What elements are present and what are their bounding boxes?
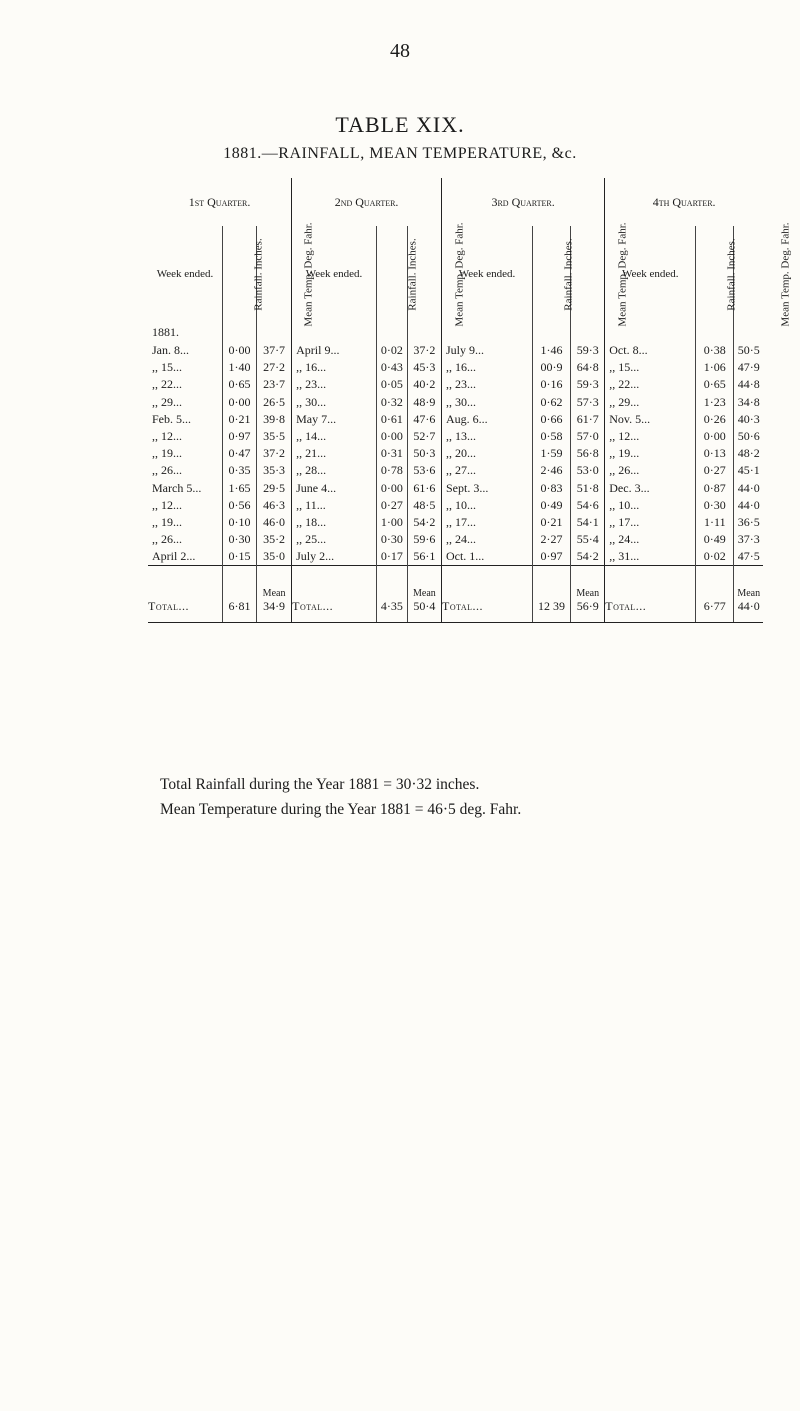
mean-temp-cell: 35·0 [257,548,292,566]
table-row [148,445,763,462]
week-ended-cell: ,, 21... [292,445,377,462]
rainfall-cell: 0·02 [696,548,734,566]
mean-temp-cell: 48·9 [407,394,441,411]
rainfall-cell: 0·66 [532,411,570,428]
week-ended-cell: ,, 27... [441,462,532,479]
rainfall-cell: 0·00 [376,428,407,445]
rainfall-cell: 0·00 [222,394,256,411]
week-ended-cell: ,, 12... [605,428,696,445]
week-ended-cell: ,, 17... [441,514,532,531]
table-row [148,342,763,359]
rainfall-cell: 2·46 [532,462,570,479]
mean-temp-cell: 59·3 [571,376,605,393]
rainfall-cell: 0·38 [696,342,734,359]
mean-temp-cell: 34·8 [734,394,763,411]
mean-temp-cell: 54·2 [571,548,605,566]
rainfall-cell: 0·78 [376,462,407,479]
total-label-text: Total... [148,599,190,614]
quarter-header-row [148,178,763,226]
rainfall-cell: 0·87 [696,480,734,497]
empty-cell [257,322,292,342]
mean-temp-cell: 26·5 [257,394,292,411]
week-ended-cell: ,, 18... [292,514,377,531]
rainfall-cell: 0·43 [376,359,407,376]
mean-temp-cell: 37·2 [407,342,441,359]
table-subtitle: 1881.—RAINFALL, MEAN TEMPERATURE, &c. [223,145,577,162]
mean-temp-header-text: Mean Temp. Deg. Fahr. [616,222,629,327]
week-ended-cell: ,, 10... [441,497,532,514]
mean-temp-cell: 54·6 [571,497,605,514]
mean-temp-cell: 48·5 [407,497,441,514]
rainfall-cell: 0·27 [696,462,734,479]
total-label-text: Total... [441,599,484,614]
page-number: 48 [390,40,410,62]
total-label [605,566,696,623]
rainfall-cell: 0·21 [532,514,570,531]
rainfall-cell: 1·65 [222,480,256,497]
rainfall-cell: 1·00 [376,514,407,531]
week-ended-cell: Aug. 6... [441,411,532,428]
mean-temp-cell: 47·9 [734,359,763,376]
rainfall-cell: 0·30 [696,497,734,514]
rainfall-cell: 0·47 [222,445,256,462]
mean-temp-value: 34·9 [263,599,286,614]
mean-temp-cell: 37·2 [257,445,292,462]
week-ended-cell: Jan. 8... [152,343,189,358]
mean-temp-total-cell [407,566,441,623]
table-row [148,480,763,497]
mean-temp-cell: 61·7 [571,411,605,428]
rainfall-cell: 0·30 [222,531,256,548]
mean-temp-total-cell [257,566,292,623]
mean-temp-header-text: Mean Temp. Deg. Fahr. [453,222,466,327]
week-ended-cell: ,, 26... [152,532,182,547]
mean-temp-cell: 56·1 [407,548,441,566]
table-row [148,548,763,566]
rainfall-cell: 0·49 [696,531,734,548]
rainfall-cell: 1·06 [696,359,734,376]
week-ended-cell: April 2... [152,549,196,564]
rainfall-cell: 0·27 [376,497,407,514]
week-ended-cell: ,, 24... [441,531,532,548]
mean-label: Mean [413,588,436,600]
total-rainfall-cell: 4·35 [376,566,407,623]
mean-temp-cell: 36·5 [734,514,763,531]
mean-label: Mean [262,588,286,600]
rainfall-cell: 0·15 [222,548,256,566]
table-row [148,394,763,411]
empty-cell [571,322,605,342]
mean-temp-cell: 50·6 [734,428,763,445]
rainfall-inches-header [696,226,738,322]
mean-temp-cell: 35·5 [257,428,292,445]
rainfall-cell: 0·97 [222,428,256,445]
mean-temp-cell: 54·2 [407,514,441,531]
total-rainfall-cell: 12 39 [532,566,570,623]
mean-temp-cell: 44·0 [734,497,763,514]
mean-temp-header-text: Mean Temp. Deg. Fahr. [779,222,792,327]
week-ended-cell: ,, 11... [292,497,377,514]
mean-temp-cell: 37·7 [257,342,292,359]
year-label: 1881. [152,324,179,339]
week-ended-cell: ,, 19... [152,514,182,529]
rainfall-cell: 0·83 [532,480,570,497]
mean-temp-cell: 44·8 [734,376,763,393]
mean-temp-cell: 53·6 [407,462,441,479]
week-ended-cell: ,, 23... [441,376,532,393]
table-row [148,376,763,393]
quarter-heading: 1st Quarter. [188,194,251,209]
total-row [148,566,763,623]
table-row [148,514,763,531]
total-rainfall-cell: 6·77 [696,566,734,623]
rainfall-cell: 0·97 [532,548,570,566]
rainfall-header-text: Rainfall. Inches. [252,238,265,311]
week-ended-cell: ,, 29... [605,394,696,411]
mean-temp-cell: 29·5 [257,480,292,497]
week-ended-cell: Sept. 3... [441,480,532,497]
mean-temp-cell: 35·2 [257,531,292,548]
week-ended-cell: April 9... [292,342,377,359]
week-ended-cell: ,, 13... [441,428,532,445]
mean-temp-cell: 53·0 [571,462,605,479]
mean-temp-cell: 52·7 [407,428,441,445]
week-ended-cell: ,, 12... [152,497,182,512]
empty-cell [532,322,570,342]
rainfall-cell: 0·16 [532,376,570,393]
mean-temp-cell: 35·3 [257,462,292,479]
rainfall-cell: 1·46 [532,342,570,359]
week-ended-cell: ,, 16... [441,359,532,376]
rainfall-cell: 00·9 [532,359,570,376]
week-ended-cell: Dec. 3... [605,480,696,497]
week-ended-cell: ,, 22... [605,376,696,393]
rainfall-cell: 0·65 [696,376,734,393]
week-ended-cell: ,, 20... [441,445,532,462]
week-ended-header: Week ended. [156,268,214,280]
week-ended-cell: Oct. 1... [441,548,532,566]
empty-cell [407,322,441,342]
total-label-text: Total... [605,599,647,614]
mean-temp-cell: 50·3 [407,445,441,462]
mean-temp-cell: 45·1 [734,462,763,479]
total-label [292,566,377,623]
mean-temp-value: 56·9 [576,599,599,614]
rainfall-cell: 0·21 [222,411,256,428]
mean-temp-cell: 59·3 [571,342,605,359]
week-ended-cell: Feb. 5... [152,411,191,426]
rainfall-cell: 2·27 [532,531,570,548]
rainfall-cell: 0·62 [532,394,570,411]
rainfall-cell: 0·65 [222,376,256,393]
mean-temp-cell: 40·3 [734,411,763,428]
mean-temp-cell: 54·1 [571,514,605,531]
empty-cell [696,322,734,342]
table-row [148,411,763,428]
total-label [441,566,532,623]
empty-cell [222,322,256,342]
mean-temp-header [734,222,792,327]
total-rainfall-cell: 6·81 [222,566,256,623]
week-ended-cell: July 9... [441,342,532,359]
table-row [148,531,763,548]
week-ended-header: Week ended. [441,226,532,322]
mean-temp-cell: 59·6 [407,531,441,548]
empty-cell [376,322,407,342]
empty-cell [734,322,763,342]
rainfall-cell: 1·23 [696,394,734,411]
rainfall-cell: 0·58 [532,428,570,445]
week-ended-cell: ,, 28... [292,462,377,479]
mean-temp-cell: 47·5 [734,548,763,566]
mean-temp-header [571,222,629,327]
week-ended-cell: ,, 19... [152,446,182,461]
table-row [148,428,763,445]
mean-temp-cell: 46·0 [257,514,292,531]
week-ended-cell: May 7... [292,411,377,428]
week-ended-cell: ,, 19... [605,445,696,462]
mean-temp-header-text: Mean Temp. Deg. Fahr. [302,222,315,327]
week-ended-cell: Nov. 5... [605,411,696,428]
rainfall-cell: 0·49 [532,497,570,514]
week-ended-cell: ,, 12... [152,429,182,444]
week-ended-cell: ,, 30... [441,394,532,411]
week-ended-cell: ,, 16... [292,359,377,376]
mean-temp-total-cell [571,566,605,623]
week-ended-cell: June 4... [292,480,377,497]
week-ended-cell: March 5... [152,480,202,495]
quarter-heading: 2nd Quarter. [292,178,442,226]
week-ended-cell: ,, 22... [152,377,182,392]
table-row [148,497,763,514]
rainfall-table-container [148,178,792,623]
mean-temp-cell: 39·8 [257,411,292,428]
mean-temp-cell: 27·2 [257,359,292,376]
table-row [148,359,763,376]
week-ended-cell: ,, 24... [605,531,696,548]
week-ended-cell: ,, 15... [605,359,696,376]
quarter-heading: 4th Quarter. [605,178,763,226]
week-ended-cell: ,, 10... [605,497,696,514]
mean-temp-cell: 57·3 [571,394,605,411]
mean-temp-cell: 44·0 [734,480,763,497]
rainfall-inches-header [532,226,575,322]
rainfall-cell: 0·00 [376,480,407,497]
rainfall-cell: 1·40 [222,359,256,376]
rainfall-cell: 0·10 [222,514,256,531]
total-label [148,566,222,623]
rainfall-inches-header [376,226,419,322]
total-label-text: Total... [292,599,334,614]
week-ended-cell: July 2... [292,548,377,566]
mean-temp-value: 44·0 [737,599,760,614]
rainfall-cell: 0·02 [376,342,407,359]
week-ended-cell: ,, 23... [292,376,377,393]
rainfall-cell: 0·26 [696,411,734,428]
week-ended-cell: ,, 15... [152,360,182,375]
table-body [148,322,763,623]
week-ended-cell: ,, 26... [605,462,696,479]
table-title: TABLE XIX. [335,112,465,137]
week-ended-cell: ,, 26... [152,463,182,478]
column-header-row [148,226,763,322]
rainfall-cell: 0·32 [376,394,407,411]
week-ended-cell: ,, 30... [292,394,377,411]
rainfall-cell: 0·31 [376,445,407,462]
rainfall-cell: 1·59 [532,445,570,462]
rainfall-cell: 0·00 [222,342,256,359]
rainfall-header-text: Rainfall. Inches. [406,238,419,311]
mean-temp-cell: 55·4 [571,531,605,548]
week-ended-header: Week ended. [605,226,696,322]
mean-temp-cell: 23·7 [257,376,292,393]
week-ended-cell: Oct. 8... [605,342,696,359]
week-ended-cell: ,, 14... [292,428,377,445]
rainfall-temperature-table [148,178,792,623]
mean-temp-cell: 61·6 [407,480,441,497]
mean-temp-cell: 56·8 [571,445,605,462]
mean-temp-cell: 46·3 [257,497,292,514]
rainfall-cell: 0·61 [376,411,407,428]
mean-temp-cell: 40·2 [407,376,441,393]
mean-label: Mean [737,588,761,600]
rainfall-cell: 0·13 [696,445,734,462]
mean-temp-total-cell [734,566,763,623]
week-ended-cell: ,, 25... [292,531,377,548]
mean-temp-cell: 37·3 [734,531,763,548]
mean-temp-cell: 47·6 [407,411,441,428]
mean-temp-cell: 64·8 [571,359,605,376]
week-ended-header: Week ended. [292,226,377,322]
table-row [148,462,763,479]
rainfall-cell: 0·30 [376,531,407,548]
rainfall-cell: 0·00 [696,428,734,445]
week-ended-cell: ,, 17... [605,514,696,531]
mean-temp-value: 50·4 [413,599,436,614]
mean-temp-cell: 51·8 [571,480,605,497]
mean-temp-cell: 45·3 [407,359,441,376]
mean-temp-cell: 48·2 [734,445,763,462]
rainfall-header-text: Rainfall. Inches. [562,238,575,311]
rainfall-cell: 0·05 [376,376,407,393]
mean-temperature-summary: Mean Temperature during the Year 1881 = 46·5 deg. Fahr. [160,801,522,818]
rainfall-cell: 0·56 [222,497,256,514]
quarter-heading: 3rd Quarter. [441,178,604,226]
rainfall-cell: 0·17 [376,548,407,566]
rainfall-header-text: Rainfall. Inches. [725,238,738,311]
rainfall-cell: 0·35 [222,462,256,479]
mean-temp-cell: 57·0 [571,428,605,445]
week-ended-cell: ,, 29... [152,394,182,409]
rainfall-inches-header [222,226,265,322]
mean-temp-cell: 50·5 [734,342,763,359]
week-ended-cell: ,, 31... [605,548,696,566]
mean-label: Mean [576,588,600,600]
total-rainfall-summary: Total Rainfall during the Year 1881 = 30·32 inches. [160,776,480,793]
rainfall-cell: 1·11 [696,514,734,531]
